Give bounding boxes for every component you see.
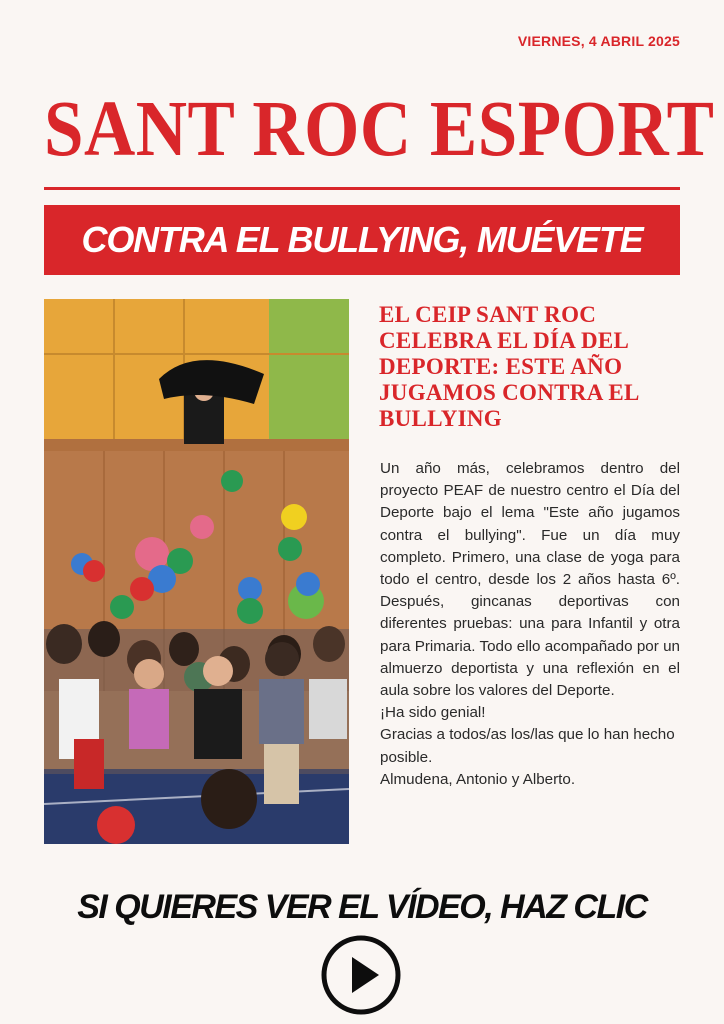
- play-icon: [321, 935, 401, 1015]
- play-video-button[interactable]: [321, 935, 401, 1015]
- video-call-to-action[interactable]: SI QUIERES VER EL VÍDEO, HAZ CLIC: [77, 888, 647, 926]
- headline-banner: [44, 205, 680, 275]
- article-signature: Almudena, Antonio y Alberto.: [380, 770, 576, 788]
- article-title: EL CEIP SANT ROC CELEBRA EL DÍA DEL DEPORTE: ESTE AÑO JUGAMOS CONTRA EL BULLYING: [379, 302, 639, 431]
- article-body: [380, 458, 680, 791]
- masthead-title: SANT ROC ESPORT: [44, 85, 715, 173]
- masthead-divider: [44, 187, 680, 190]
- article-paragraph: Gracias a todos/as los/las que lo han hecho posible.: [380, 726, 675, 766]
- article-paragraph: ¡Ha sido genial!: [380, 704, 486, 722]
- issue-date: VIERNES, 4 ABRIL 2025: [517, 33, 680, 49]
- article-paragraph: Un año más, celebramos dentro del proyecto PEAF de nuestro centro el Día del Deporte bajo el lema "Este año jugamos contra el bullying". Fue un día muy completo. Primero, una clase de yoga para todo el centro, desde los 2 años hasta 6º. Después, gincanas deportivas con diferentes pruebas: una para Infantil y otra para Primaria. Todo ello acompañado por un almuerzo deportista y una reflexión en el aula sobre los valores del Deporte.: [380, 460, 680, 700]
- event-photo: [44, 299, 349, 844]
- headline-text: CONTRA EL BULLYING, MUÉVETE: [81, 219, 643, 260]
